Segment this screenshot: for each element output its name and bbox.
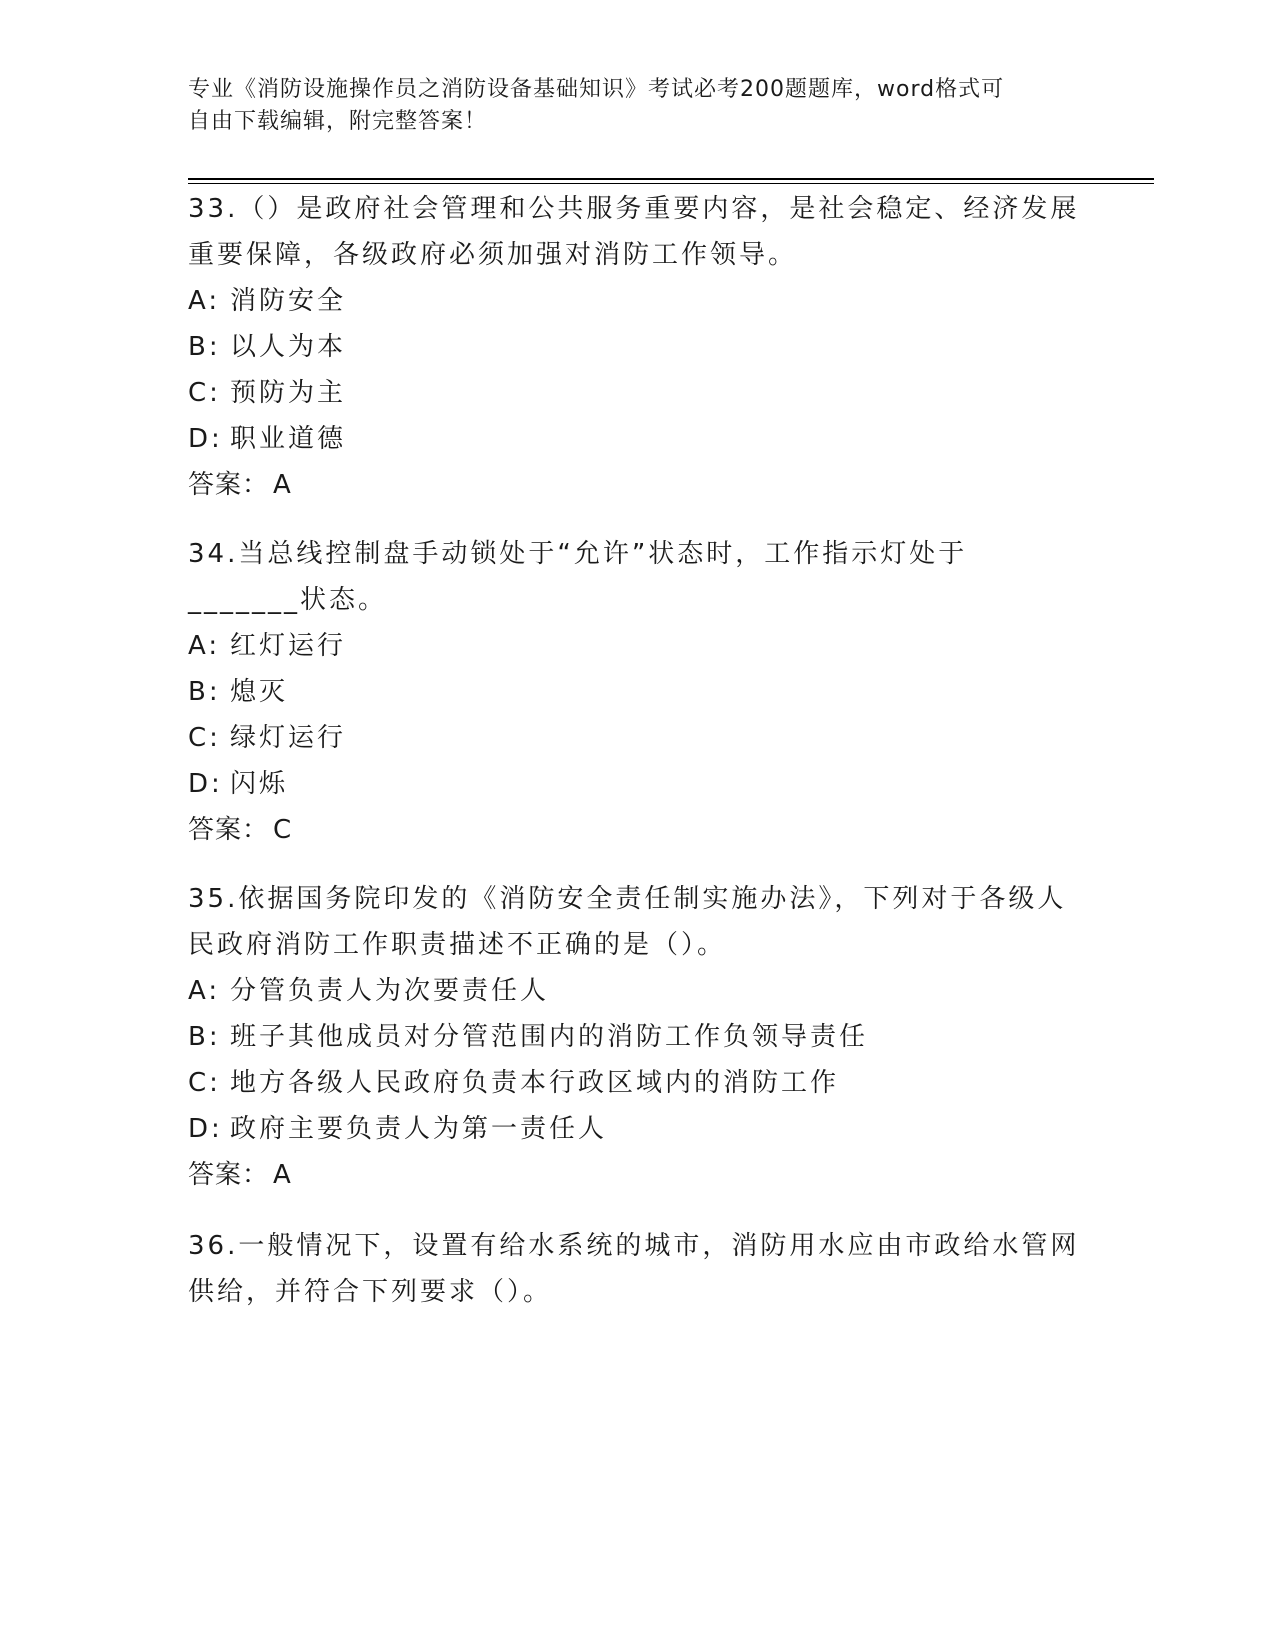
header-divider-thin xyxy=(188,183,1154,184)
question-line: 33.（）是政府社会管理和公共服务重要内容，是社会稳定、经济发展 xyxy=(188,194,1080,224)
answer-value: A xyxy=(273,1160,292,1190)
header-line-2: 自由下载编辑，附完整答案！ xyxy=(188,109,488,134)
option-text: 消防安全 xyxy=(230,286,347,316)
option-letter: A: xyxy=(188,286,221,316)
option-text: 班子其他成员对分管范围内的消防工作负领导责任 xyxy=(230,1022,869,1052)
option-d xyxy=(188,1106,1088,1152)
answer-line xyxy=(188,462,1088,508)
option-b xyxy=(188,324,1088,370)
question-text xyxy=(188,186,1088,278)
question-line: _______状态。 xyxy=(188,585,388,615)
answer-value: A xyxy=(273,470,292,500)
option-a xyxy=(188,278,1088,324)
option-letter: A: xyxy=(188,976,221,1006)
option-c xyxy=(188,715,1088,761)
option-letter: D: xyxy=(188,424,223,454)
question-36 xyxy=(188,1223,1088,1315)
header-divider-thick xyxy=(188,178,1154,180)
option-letter: B: xyxy=(188,332,221,362)
option-text: 绿灯运行 xyxy=(230,723,347,753)
answer-line xyxy=(188,1152,1088,1198)
option-letter: B: xyxy=(188,1022,221,1052)
option-text: 预防为主 xyxy=(230,378,347,408)
question-line: 重要保障，各级政府必须加强对消防工作领导。 xyxy=(188,240,798,270)
option-d xyxy=(188,761,1088,807)
option-d xyxy=(188,416,1088,462)
option-letter: D: xyxy=(188,769,223,799)
header-line-1: 专业《消防设施操作员之消防设备基础知识》考试必考200题题库，word格式可 xyxy=(188,77,1005,102)
answer-value: C xyxy=(273,815,293,845)
document-header xyxy=(188,74,1068,138)
option-a xyxy=(188,623,1088,669)
option-text: 红灯运行 xyxy=(230,631,347,661)
option-letter: C: xyxy=(188,723,221,753)
question-34 xyxy=(188,531,1088,853)
option-text: 以人为本 xyxy=(230,332,347,362)
option-letter: B: xyxy=(188,677,221,707)
question-line: 35.依据国务院印发的《消防安全责任制实施办法》，下列对于各级人 xyxy=(188,884,1067,914)
answer-label: 答案： xyxy=(188,815,270,845)
option-c xyxy=(188,1060,1088,1106)
option-letter: A: xyxy=(188,631,221,661)
option-b xyxy=(188,669,1088,715)
option-letter: C: xyxy=(188,1068,221,1098)
option-text: 地方各级人民政府负责本行政区域内的消防工作 xyxy=(230,1068,840,1098)
option-text: 政府主要负责人为第一责任人 xyxy=(230,1114,608,1144)
question-text xyxy=(188,876,1088,968)
option-letter: D: xyxy=(188,1114,223,1144)
answer-label: 答案： xyxy=(188,1160,270,1190)
option-a xyxy=(188,968,1088,1014)
option-text: 熄灭 xyxy=(230,677,289,707)
answer-label: 答案： xyxy=(188,470,270,500)
question-line: 36.一般情况下，设置有给水系统的城市，消防用水应由市政给水管网 xyxy=(188,1231,1080,1261)
question-text xyxy=(188,531,1088,623)
question-line: 供给，并符合下列要求（）。 xyxy=(188,1277,553,1307)
question-line: 民政府消防工作职责描述不正确的是（）。 xyxy=(188,930,727,960)
question-text xyxy=(188,1223,1088,1315)
question-33 xyxy=(188,186,1088,508)
answer-line xyxy=(188,807,1088,853)
option-letter: C: xyxy=(188,378,221,408)
option-text: 闪烁 xyxy=(230,769,289,799)
option-b xyxy=(188,1014,1088,1060)
option-text: 分管负责人为次要责任人 xyxy=(230,976,550,1006)
option-c xyxy=(188,370,1088,416)
question-line: 34.当总线控制盘手动锁处于“允许”状态时，工作指示灯处于 xyxy=(188,539,968,569)
option-text: 职业道德 xyxy=(230,424,347,454)
question-35 xyxy=(188,876,1088,1198)
